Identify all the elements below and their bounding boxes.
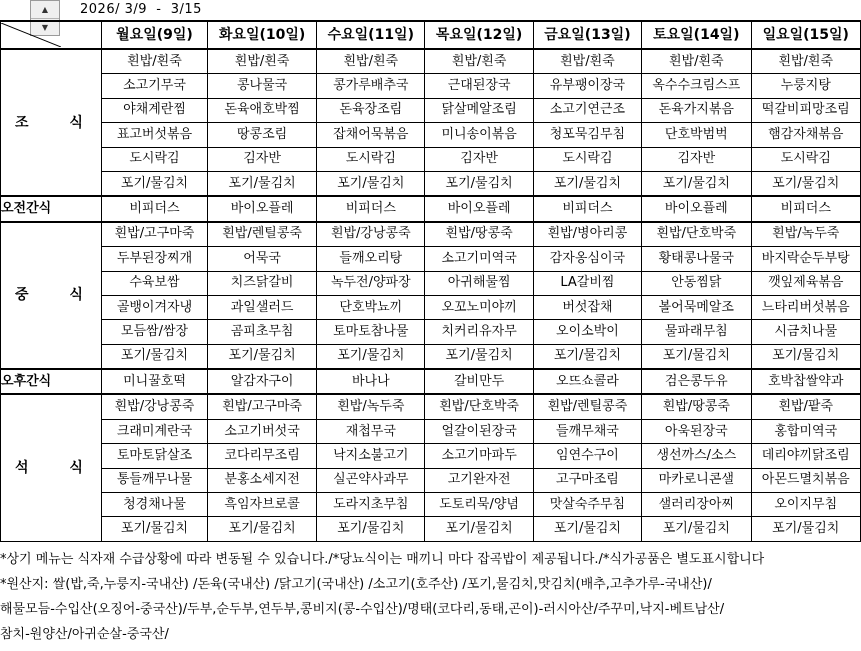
day-header[interactable]: 토요일(14일) [642, 21, 751, 49]
menu-cell[interactable]: 안동찜닭 [642, 271, 751, 295]
menu-cell[interactable]: 포기/물김치 [425, 171, 533, 196]
menu-row [1, 295, 861, 319]
notes [0, 547, 764, 647]
menu-cell[interactable]: 소고기미역국 [425, 247, 533, 271]
menu-row [1, 444, 861, 468]
menu-cell[interactable]: 흰밥/강낭콩죽 [101, 394, 207, 419]
menu-row [1, 394, 861, 419]
section-label[interactable]: 조 식 [1, 49, 102, 196]
menu-cell[interactable]: 흰밥/팥죽 [751, 394, 860, 419]
day-header[interactable]: 목요일(12일) [425, 21, 533, 49]
menu-row [1, 369, 861, 394]
menu-cell[interactable]: 아몬드멸치볶음 [751, 468, 860, 492]
menu-row [1, 222, 861, 247]
menu-row [1, 517, 861, 541]
section-label[interactable]: 오후간식 [1, 369, 102, 394]
menu-cell[interactable]: 비피더스 [533, 196, 641, 221]
section-label[interactable]: 중 식 [1, 222, 102, 369]
menu-cell[interactable]: LA갈비찜 [533, 271, 641, 295]
menu-cell[interactable]: 포기/물김치 [533, 517, 641, 541]
menu-cell[interactable]: 도시락김 [317, 147, 425, 171]
menu-cell[interactable]: 포기/물김치 [317, 171, 425, 196]
menu-cell[interactable]: 분홍소세지전 [208, 468, 317, 492]
menu-row [1, 123, 861, 147]
menu-cell[interactable]: 바이오플레 [208, 196, 317, 221]
menu-row [1, 147, 861, 171]
menu-cell[interactable]: 흰밥/고구마죽 [101, 222, 207, 247]
spinner-up-icon[interactable]: ▲ [31, 1, 59, 19]
menu-cell[interactable]: 시금치나물 [751, 320, 860, 344]
menu-cell[interactable]: 수육보쌈 [101, 271, 207, 295]
menu-cell[interactable]: 포기/물김치 [642, 171, 751, 196]
menu-cell[interactable]: 녹두전/양파장 [317, 271, 425, 295]
section-label[interactable]: 오전간식 [1, 196, 102, 221]
menu-cell[interactable]: 김자반 [208, 147, 317, 171]
day-header[interactable]: 수요일(11일) [317, 21, 425, 49]
menu-cell[interactable]: 미니꿀호떡 [101, 369, 207, 394]
menu-cell[interactable]: 도시락김 [751, 147, 860, 171]
menu-cell[interactable]: 포기/물김치 [533, 344, 641, 369]
menu-row [1, 74, 861, 98]
menu-cell[interactable]: 땅콩조림 [208, 123, 317, 147]
menu-cell[interactable]: 흰밥/땅콩죽 [425, 222, 533, 247]
menu-cell[interactable]: 도토리묵/양념 [425, 493, 533, 517]
menu-cell[interactable]: 데리야끼닭조림 [751, 444, 860, 468]
menu-row [1, 49, 861, 74]
menu-cell[interactable]: 오이소박이 [533, 320, 641, 344]
menu-cell[interactable]: 포기/물김치 [425, 344, 533, 369]
menu-cell[interactable]: 포기/물김치 [425, 517, 533, 541]
menu-cell[interactable]: 알감자구이 [208, 369, 317, 394]
menu-cell[interactable]: 실곤약사과무 [317, 468, 425, 492]
menu-cell[interactable]: 마카로니콘샐 [642, 468, 751, 492]
menu-row [1, 98, 861, 122]
menu-cell[interactable]: 흰밥/흰죽 [751, 49, 860, 74]
menu-cell[interactable]: 미니송이볶음 [425, 123, 533, 147]
menu-cell[interactable]: 청포묵김무침 [533, 123, 641, 147]
note-line: 참치-원양산/아귀순살-중국산/ [0, 627, 169, 642]
menu-cell[interactable]: 단호박뇨끼 [317, 295, 425, 319]
menu-cell[interactable]: 돈육가지볶음 [642, 98, 751, 122]
menu-cell[interactable]: 흰밥/고구마죽 [208, 394, 317, 419]
menu-row [1, 493, 861, 517]
menu-cell[interactable]: 과일샐러드 [208, 295, 317, 319]
date-range: 2026/ 3/9 - 3/15 [80, 2, 202, 17]
menu-cell[interactable]: 도시락김 [101, 147, 207, 171]
corner-cell[interactable] [1, 21, 102, 49]
menu-cell[interactable]: 검은콩두유 [642, 369, 751, 394]
menu-cell[interactable]: 들깨무채국 [533, 419, 641, 443]
menu-cell[interactable]: 잡채어묵볶음 [317, 123, 425, 147]
menu-cell[interactable]: 흑임자브로콜 [208, 493, 317, 517]
menu-cell[interactable]: 바나나 [317, 369, 425, 394]
menu-cell[interactable]: 흰밥/강낭콩죽 [317, 222, 425, 247]
menu-cell[interactable]: 깻잎제육볶음 [751, 271, 860, 295]
menu-cell[interactable]: 흰밥/흰죽 [208, 49, 317, 74]
menu-cell[interactable]: 옥수수크림스프 [642, 74, 751, 98]
menu-cell[interactable]: 흰밥/흰죽 [642, 49, 751, 74]
menu-cell[interactable]: 감자옹심이국 [533, 247, 641, 271]
menu-cell[interactable]: 바이오플레 [642, 196, 751, 221]
menu-cell[interactable]: 포기/물김치 [317, 517, 425, 541]
menu-cell[interactable]: 포기/물김치 [642, 517, 751, 541]
menu-cell[interactable]: 흰밥/단호박죽 [425, 394, 533, 419]
menu-cell[interactable]: 포기/물김치 [208, 517, 317, 541]
menu-cell[interactable]: 오꼬노미야끼 [425, 295, 533, 319]
menu-cell[interactable]: 오뜨쇼콜라 [533, 369, 641, 394]
day-header[interactable]: 화요일(10일) [208, 21, 317, 49]
menu-row [1, 271, 861, 295]
menu-cell[interactable]: 햄감자채볶음 [751, 123, 860, 147]
menu-cell[interactable]: 느타리버섯볶음 [751, 295, 860, 319]
menu-cell[interactable]: 바지락순두부탕 [751, 247, 860, 271]
menu-cell[interactable]: 모듬쌈/쌈장 [101, 320, 207, 344]
menu-cell[interactable]: 흰밥/렌틸콩죽 [208, 222, 317, 247]
menu-cell[interactable]: 흰밥/흰죽 [533, 49, 641, 74]
menu-cell[interactable]: 포기/물김치 [101, 517, 207, 541]
day-header[interactable]: 월요일(9일) [101, 21, 207, 49]
diagonal-line [1, 23, 61, 47]
menu-cell[interactable]: 토마토참나물 [317, 320, 425, 344]
menu-cell[interactable]: 도라지초무침 [317, 493, 425, 517]
menu-cell[interactable]: 돈육장조림 [317, 98, 425, 122]
menu-cell[interactable]: 포기/물김치 [642, 344, 751, 369]
menu-cell[interactable]: 토마토닭살조 [101, 444, 207, 468]
menu-cell[interactable]: 황태콩나물국 [642, 247, 751, 271]
menu-cell[interactable]: 소고기버섯국 [208, 419, 317, 443]
menu-cell[interactable]: 낙지소불고기 [317, 444, 425, 468]
menu-cell[interactable]: 흰밥/흰죽 [101, 49, 207, 74]
menu-cell[interactable]: 단호박범벅 [642, 123, 751, 147]
menu-cell[interactable]: 맛살숙주무침 [533, 493, 641, 517]
day-header[interactable]: 금요일(13일) [533, 21, 641, 49]
note-line: 해물모듬-수입산(오징어-중국산)/두부,순두부,연두부,콩비지(콩-수입산)/명태(코다리,동태,곤이)-러시아산/주꾸미,낙지-베트남산/ [0, 602, 725, 617]
menu-table [0, 20, 861, 542]
menu-cell[interactable]: 비피더스 [751, 196, 860, 221]
menu-cell[interactable]: 고구마조림 [533, 468, 641, 492]
menu-cell[interactable]: 호박찹쌀약과 [751, 369, 860, 394]
menu-cell[interactable]: 재첩무국 [317, 419, 425, 443]
menu-cell[interactable]: 소고기마파두 [425, 444, 533, 468]
menu-cell[interactable]: 흰밥/병아리콩 [533, 222, 641, 247]
menu-cell[interactable]: 소고기연근조 [533, 98, 641, 122]
menu-cell[interactable]: 아귀해물찜 [425, 271, 533, 295]
note-line: *원산지: 쌀(밥,죽,누룽지-국내산) /돈육(국내산) /닭고기(국내산) /소고기(호주산) /포기,물김치,맛김치(배추,고추가루-국내산)/ [0, 577, 712, 592]
menu-cell[interactable]: 흰밥/흰죽 [317, 49, 425, 74]
menu-cell[interactable]: 통들깨무나물 [101, 468, 207, 492]
menu-cell[interactable]: 포기/물김치 [751, 171, 860, 196]
menu-cell[interactable]: 닭살메알조림 [425, 98, 533, 122]
menu-cell[interactable]: 김자반 [642, 147, 751, 171]
menu-row [1, 171, 861, 196]
menu-cell[interactable]: 김자반 [425, 147, 533, 171]
menu-cell[interactable]: 생선까스/소스 [642, 444, 751, 468]
note-line: *상기 메뉴는 식자재 수급상황에 따라 변동될 수 있습니다./*당뇨식이는 매끼니 마다 잡곡밥이 제공됩니다./*식가공품은 별도표시합니다 [0, 552, 765, 567]
section-label[interactable]: 석 식 [1, 394, 102, 541]
menu-cell[interactable]: 표고버섯볶음 [101, 123, 207, 147]
menu-cell[interactable]: 콩나물국 [208, 74, 317, 98]
day-header[interactable]: 일요일(15일) [751, 21, 860, 49]
menu-cell[interactable]: 근대된장국 [425, 74, 533, 98]
menu-cell[interactable]: 크래미계란국 [101, 419, 207, 443]
menu-cell[interactable]: 치즈닭갈비 [208, 271, 317, 295]
menu-cell[interactable]: 흰밥/녹두죽 [317, 394, 425, 419]
menu-cell[interactable]: 포기/물김치 [101, 344, 207, 369]
menu-cell[interactable]: 볼어묵메알조 [642, 295, 751, 319]
menu-cell[interactable]: 포기/물김치 [208, 344, 317, 369]
menu-cell[interactable]: 포기/물김치 [533, 171, 641, 196]
menu-cell[interactable]: 두부된장찌개 [101, 247, 207, 271]
menu-cell[interactable]: 어묵국 [208, 247, 317, 271]
menu-row [1, 320, 861, 344]
menu-cell[interactable]: 흰밥/녹두죽 [751, 222, 860, 247]
menu-cell[interactable]: 비피더스 [317, 196, 425, 221]
menu-cell[interactable]: 흰밥/렌틸콩죽 [533, 394, 641, 419]
menu-cell[interactable]: 골뱅이겨자냉 [101, 295, 207, 319]
menu-cell[interactable]: 유부팽이장국 [533, 74, 641, 98]
menu-row [1, 247, 861, 271]
menu-cell[interactable]: 버섯잡채 [533, 295, 641, 319]
menu-cell[interactable]: 아욱된장국 [642, 419, 751, 443]
menu-cell[interactable]: 치커리유자무 [425, 320, 533, 344]
menu-row [1, 419, 861, 443]
menu-cell[interactable]: 고기완자전 [425, 468, 533, 492]
menu-row [1, 196, 861, 221]
menu-cell[interactable]: 포기/물김치 [101, 171, 207, 196]
menu-cell[interactable]: 얼갈이된장국 [425, 419, 533, 443]
menu-cell[interactable]: 누룽지탕 [751, 74, 860, 98]
menu-cell[interactable]: 포기/물김치 [751, 344, 860, 369]
menu-cell[interactable]: 도시락김 [533, 147, 641, 171]
menu-cell[interactable]: 곰피초무침 [208, 320, 317, 344]
menu-cell[interactable]: 청경채나물 [101, 493, 207, 517]
menu-cell[interactable]: 물파래무침 [642, 320, 751, 344]
menu-cell[interactable]: 포기/물김치 [208, 171, 317, 196]
menu-cell[interactable]: 흰밥/흰죽 [425, 49, 533, 74]
menu-row [1, 344, 861, 369]
menu-cell[interactable]: 포기/물김치 [751, 517, 860, 541]
menu-cell[interactable]: 홍합미역국 [751, 419, 860, 443]
menu-cell[interactable]: 흰밥/땅콩죽 [642, 394, 751, 419]
menu-cell[interactable]: 소고기무국 [101, 74, 207, 98]
spinner-down-icon[interactable]: ▼ [41, 23, 49, 32]
menu-cell[interactable]: 흰밥/단호박죽 [642, 222, 751, 247]
menu-cell[interactable]: 돈육애호박찜 [208, 98, 317, 122]
header-row [1, 21, 861, 49]
menu-cell[interactable]: 임연수구이 [533, 444, 641, 468]
menu-cell[interactable]: 비피더스 [101, 196, 207, 221]
menu-cell[interactable]: 야채계란찜 [101, 98, 207, 122]
menu-cell[interactable]: 샐러리장아찌 [642, 493, 751, 517]
menu-cell[interactable]: 떡갈비피망조림 [751, 98, 860, 122]
menu-cell[interactable]: 갈비만두 [425, 369, 533, 394]
menu-cell[interactable]: 들깨오리탕 [317, 247, 425, 271]
menu-cell[interactable]: 오이지무침 [751, 493, 860, 517]
menu-cell[interactable]: 바이오플레 [425, 196, 533, 221]
menu-cell[interactable]: 포기/물김치 [317, 344, 425, 369]
menu-cell[interactable]: 콩가루배추국 [317, 74, 425, 98]
menu-cell[interactable]: 코다리무조림 [208, 444, 317, 468]
menu-row [1, 468, 861, 492]
